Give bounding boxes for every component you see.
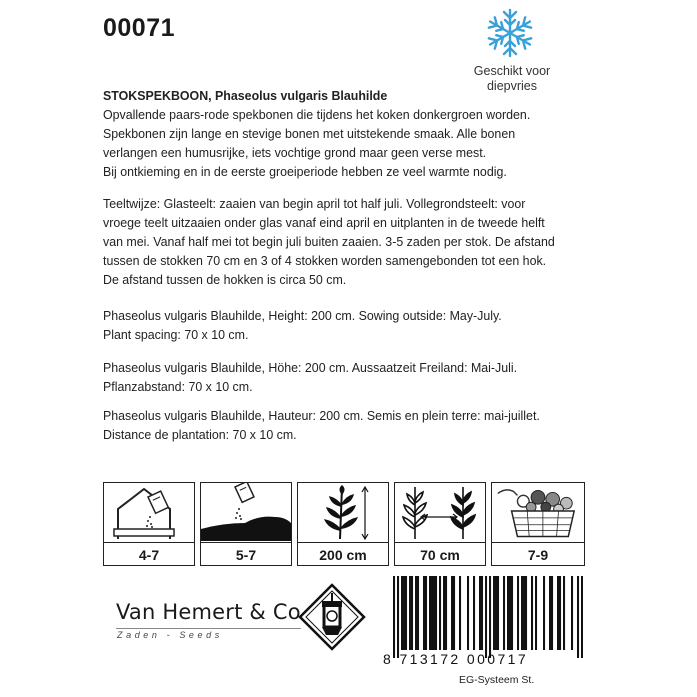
english-paragraph (103, 306, 573, 344)
description-paragraph (103, 86, 573, 181)
eg-system-label: EG-Systeem St. (459, 674, 535, 686)
barcode-bar (571, 576, 573, 650)
cultivation-line: Teeltwijze: Glasteelt: zaaien van begin april tot half juli. Vollegrondsteelt: voor (103, 196, 526, 211)
barcode-bar (551, 576, 553, 650)
harvest-basket-icon (492, 483, 582, 541)
barcode-bar (563, 576, 565, 650)
barcode-bar (531, 576, 533, 650)
barcode-bar (481, 576, 483, 650)
barcode-bar (451, 576, 453, 650)
barcode-bar (559, 576, 561, 650)
barcode-bar (557, 576, 559, 650)
barcode-bar (577, 576, 579, 658)
description-line: Opvallende paars-rode spekbonen die tijdens het koken donkergroen worden. (103, 107, 531, 122)
barcode-bar (517, 576, 519, 650)
barcode-bar (485, 576, 487, 658)
greenhouse-sowing-icon (104, 483, 194, 541)
barcode-bar (439, 576, 441, 650)
outdoor-sowing-box (200, 482, 292, 566)
french-line: Phaseolus vulgaris Blauhilde, Hauteur: 200 cm. Semis en plein terre: mai-juillet. (103, 408, 540, 423)
english-line: Phaseolus vulgaris Blauhilde, Height: 200 cm. Sowing outside: May-July. (103, 308, 502, 323)
plant-height-box (297, 482, 389, 566)
barcode-bar (417, 576, 419, 650)
german-line: Pflanzabstand: 70 x 10 cm. (103, 379, 253, 394)
brand-divider (116, 628, 301, 629)
plant-spacing-icon (395, 483, 485, 541)
barcode-bar (443, 576, 445, 650)
product-code: 00071 (103, 14, 176, 42)
barcode-bar (521, 576, 523, 650)
barcode-bar (435, 576, 437, 650)
cultivation-line: tussen de stokken 70 cm en 3 of 4 stokken worden samengebonden tot een hok. (103, 253, 547, 268)
barcode-bar (433, 576, 435, 650)
brand-name: Van Hemert & Co (116, 600, 301, 624)
barcode-bar (493, 576, 495, 650)
icon-caption: 5-7 (201, 542, 291, 567)
barcode (393, 576, 583, 658)
description-line: verlangen een humusrijke, iets vochtige grond maar geen verse mest. (103, 145, 487, 160)
barcode-bar (525, 576, 527, 650)
barcode-bar (509, 576, 511, 650)
icon-caption: 7-9 (492, 542, 584, 567)
barcode-bar (431, 576, 433, 650)
barcode-bar (409, 576, 411, 650)
cultivation-line: De afstand tussen de hokken is circa 50 cm. (103, 272, 347, 287)
description-line: Spekbonen zijn lange en stevige bonen met uitstekende smaak. Alle bonen (103, 126, 516, 141)
barcode-bar (453, 576, 455, 650)
german-line: Phaseolus vulgaris Blauhilde, Höhe: 200 cm. Aussaatzeit Freiland: Mai-Juli. (103, 360, 518, 375)
barcode-bar (401, 576, 403, 650)
barcode-bar (503, 576, 505, 650)
barcode-bar (411, 576, 413, 650)
barcode-bar (423, 576, 425, 650)
plant-height-icon (298, 483, 388, 541)
barcode-bar (497, 576, 499, 650)
english-line: Plant spacing: 70 x 10 cm. (103, 327, 249, 342)
barcode-digits: 8 713172 000717 (383, 651, 528, 667)
cultivation-paragraph (103, 194, 573, 289)
plant-spacing-box (394, 482, 486, 566)
description-line: Bij ontkieming en in de eerste groeiperiode hebben ze veel warmte nodig. (103, 164, 507, 179)
cultivation-line: vroege teelt uitzaaien onder glas vanaf eind april en uitplanten in de tweede helft (103, 215, 545, 230)
barcode-bar (425, 576, 427, 650)
greenhouse-sowing-box (103, 482, 195, 566)
barcode-bar (393, 576, 395, 658)
barcode-bar (397, 576, 399, 658)
company-emblem-icon (298, 583, 366, 651)
harvest-box (491, 482, 585, 566)
icon-caption: 70 cm (395, 542, 485, 567)
icon-caption: 4-7 (104, 542, 194, 567)
barcode-bar (523, 576, 525, 650)
brand-tagline: Zaden - Seeds (117, 630, 223, 640)
barcode-bar (467, 576, 469, 650)
barcode-bar (429, 576, 431, 650)
barcode-bar (405, 576, 407, 650)
barcode-bar (489, 576, 491, 658)
snowflake-icon (486, 6, 534, 60)
barcode-bar (459, 576, 461, 650)
freeze-label-line2: diepvries (486, 79, 538, 93)
barcode-bar (403, 576, 405, 650)
barcode-bar (581, 576, 583, 658)
cultivation-icon-row (103, 482, 585, 566)
freeze-label-line1: Geschikt voor (473, 64, 551, 78)
german-paragraph (103, 358, 573, 396)
barcode-bar (415, 576, 417, 650)
cultivation-line: van mei. Vanaf half mei tot begin juli buiten zaaien. 3-5 zaden per stok. De afstand (103, 234, 555, 249)
barcode-bar (511, 576, 513, 650)
icon-caption: 200 cm (298, 542, 388, 567)
barcode-bar (495, 576, 497, 650)
outdoor-sowing-icon (201, 483, 291, 541)
barcode-bar (445, 576, 447, 650)
barcode-bar (535, 576, 537, 650)
barcode-bar (479, 576, 481, 650)
barcode-bar (543, 576, 545, 650)
french-paragraph (103, 406, 573, 444)
french-line: Distance de plantation: 70 x 10 cm. (103, 427, 297, 442)
barcode-bar (549, 576, 551, 650)
barcode-bar (507, 576, 509, 650)
product-title: STOKSPEKBOON, Phaseolus vulgaris Blauhilde (103, 88, 388, 103)
barcode-bar (473, 576, 475, 650)
